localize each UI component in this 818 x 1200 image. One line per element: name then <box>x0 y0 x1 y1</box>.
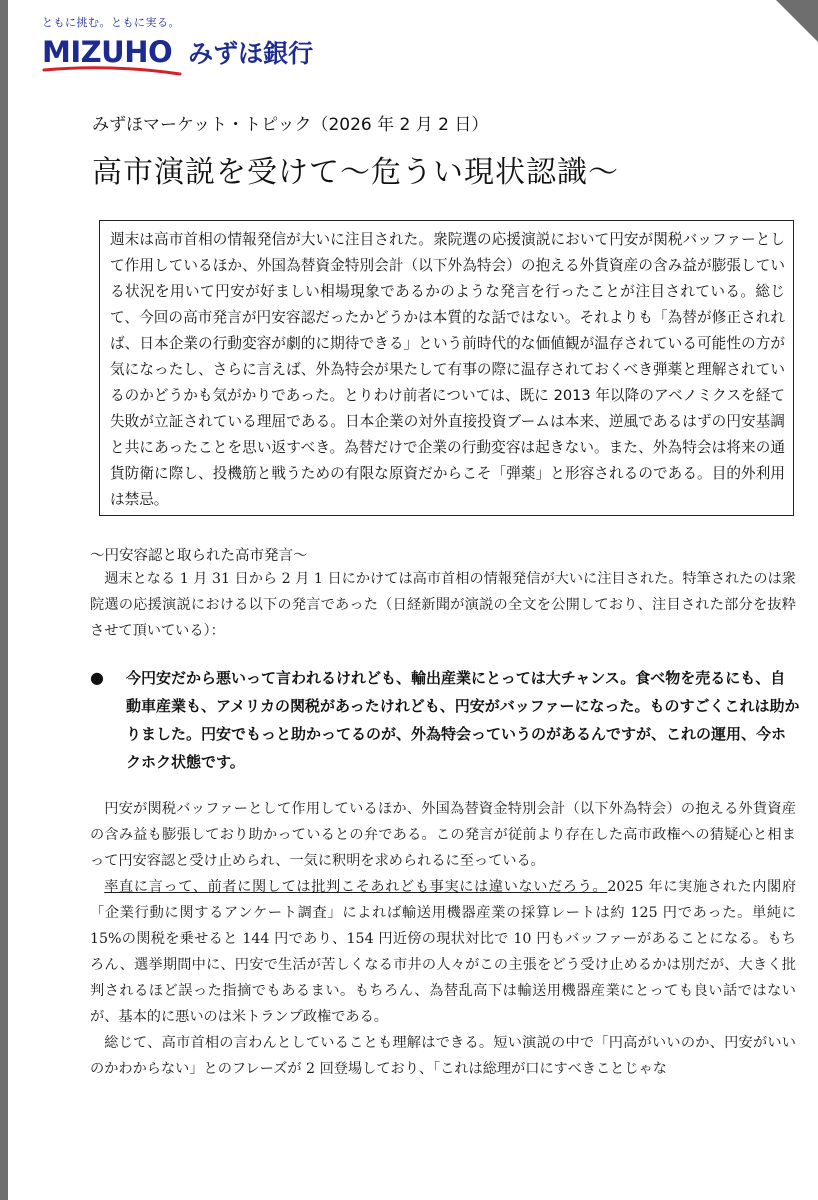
document-page <box>8 0 818 1200</box>
paragraph-4: 総じて、高市首相の言わんとしていることも理解はできる。短い演説の中で「円高がいいのか、円安がいいのかわからない」とのフレーズが 2 回登場しており、「これは総理が口にすべきことじゃな <box>90 1035 796 1077</box>
quote-bullet <box>90 664 800 776</box>
mizuho-logo <box>42 14 313 70</box>
paragraph-1: 週末となる 1 月 31 日から 2 月 1 日にかけては高市首相の情報発信が大いに注目された。特筆されたのは衆院選の応援演説における以下の発言であった（日経新聞が演説の全文を公開しており、注目された部分を抜粋させて頂いている）： <box>90 571 796 639</box>
paragraph-3-rest: 2025 年に実施された内閣府「企業行動に関するアンケート調査」によれば輸送用機器産業の採算レートは約 125 円であった。単純に 15%の関税を乗せると 144 円であり、154 円近傍の現状対比で 10 円もバッファーがあることになる。もちろん、選挙期間中に、円安で生活が苦しくなる市井の人々がこの主張をどう受け止めるかは別だが、大きく批判されるほど誤った指摘でもあるまい。もちろん、為替乱高下は輸送用機器産業にとっても良い話ではないが、基本的に悪いのは米トランプ政権である。 <box>90 879 797 1025</box>
paragraph-3 <box>90 874 796 1030</box>
underlined-sentence: 率直に言って、前者に関しては批判こそあれども事実には違いないだろう。 <box>104 879 608 895</box>
logo-brand-en: MIZUHO <box>42 35 173 69</box>
page-title: 高市演説を受けて～危うい現状認識～ <box>92 155 619 190</box>
logo-brand-jp: みずほ銀行 <box>188 39 314 68</box>
summary-box <box>99 220 794 516</box>
section-heading: ～円安容認と取られた高市発言～ <box>90 548 308 564</box>
logo-swoosh-icon <box>42 64 182 78</box>
paragraph-2: 円安が関税バッファーとして作用しているほか、外国為替資金特別会計（以下外為特会）の抱える外貨資産の含み益も膨張しており助かっているとの弁である。この発言が従前より存在した高市政権への猜疑心と相まって円安容認と受け止められ、一気に釈明を求められるに至っている。 <box>90 801 796 869</box>
bullet-icon: ● <box>90 668 104 687</box>
quote-text: 今円安だから悪いって言われるけれども、輸出産業にとっては大チャンス。食べ物を売るにも、自動車産業も、アメリカの関税があったけれども、円安がバッファーになった。ものすごくこれは助かりました。円安でもっと助かってるのが、外為特会っていうのがあるんですが、これの運用、今ホクホク状態です。 <box>126 669 800 771</box>
page-corner <box>776 0 818 42</box>
summary-text: 週末は高市首相の情報発信が大いに注目された。衆院選の応援演説において円安が関税バッファーとして作用しているほか、外国為替資金特別会計（以下外為特会）の抱える外貨資産の含み益が膨張している状況を用いて円安が好ましい相場現象であるかのような発言を行ったことが注目されている。総じて、今回の高市発言が円安容認だったかどうかは本質的な話ではない。それよりも「為替が修正されれば、日本企業の行動変容が劇的に期待できる」という前時代的な価値観が温存されている可能性の方が気になったし、さらに言えば、外為特会が果たして有事の際に温存されておくべき弾薬と理解されているのかどうかも気がかりであった。とりわけ前者については、既に 2013 年以降のアベノミクスを経て失敗が立証されている理屈である。日本企業の対外直接投資ブームは本来、逆風であるはずの円安基調と共にあったことを思い返すべき。為替だけで企業の行動変容は起きない。また、外為特会は将来の通貨防衛に際し、投機筋と戦うための有限な原資だからこそ「弾薬」と形容されるのである。目的外利用は禁忌。 <box>110 231 785 508</box>
topic-label: みずほマーケット・トピック（2026 年 2 月 2 日） <box>92 115 489 135</box>
logo-tagline: ともに挑む。ともに実る。 <box>42 16 180 29</box>
